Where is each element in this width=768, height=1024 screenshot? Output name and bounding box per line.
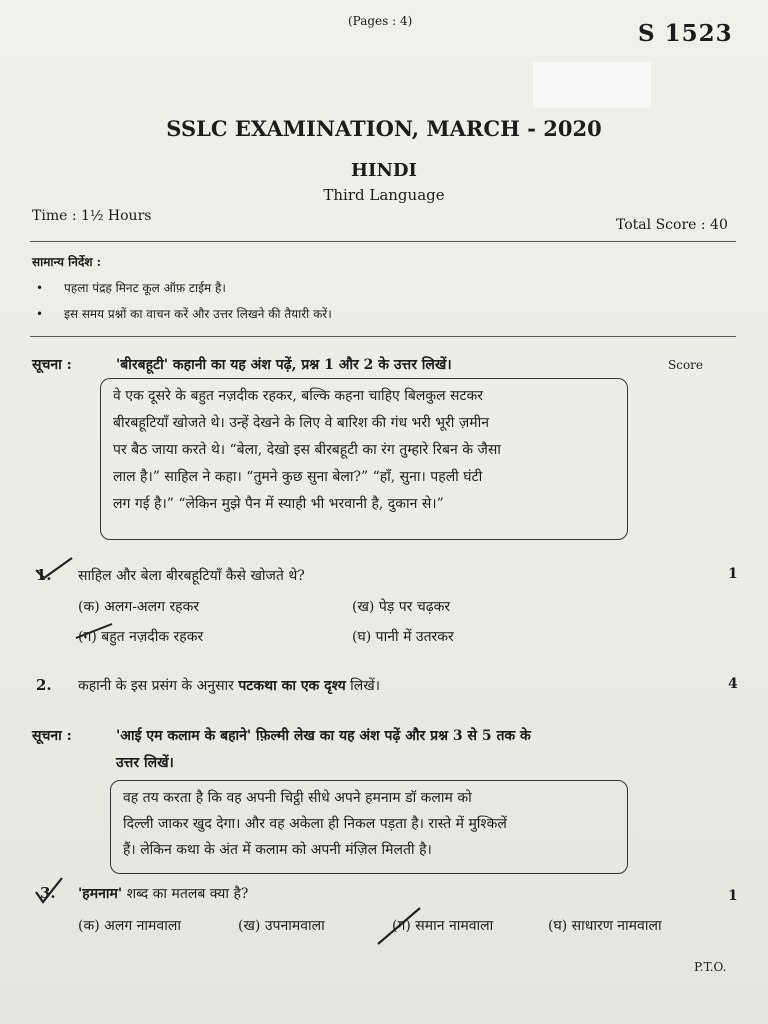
question-text: साहिल और बेला बीरबहूटियाँ कैसे खोजते थे? [78,568,305,584]
passage-line: वे एक दूसरे के बहुत नज़दीक रहकर, बल्कि कहना चाहिए बिलकुल सटकर [113,388,484,404]
option-gha: (घ) साधारण नामवाला [548,918,662,934]
score-column-label: Score [668,358,704,372]
redacted-patch [533,62,651,108]
language-label: Third Language [323,186,445,204]
question-mark: 1 [728,566,738,582]
passage-line: दिल्ली जाकर खुद देगा। और वह अकेला ही निकल पड़ता है। रास्ते में मुश्किलें [123,816,507,832]
option-ga: (ग) बहुत नज़दीक रहकर [78,629,204,645]
paper-code: S 1523 [638,20,733,47]
question-mark: 4 [728,676,738,692]
time-label: Time : 1½ Hours [32,208,152,224]
bullet-icon: • [36,281,44,295]
option-ka: (क) अलग नामवाला [78,918,181,934]
question-number: 2. [36,676,52,694]
question-text: 'हमनाम' शब्द का मतलब क्या है? [78,886,249,902]
question-mark: 1 [728,888,738,904]
passage-box-1 [100,378,628,540]
pto-label: P.T.O. [694,960,727,974]
exam-title: SSLC EXAMINATION, MARCH - 2020 [166,116,602,141]
question-number: 1. [36,566,52,584]
option-ka: (क) अलग-अलग रहकर [78,599,200,615]
passage-line: पर बैठ जाया करते थे। “बेला, देखो इस बीरबहूटी का रंग तुम्हारे रिबन के जैसा [113,442,501,458]
strike-mark-icon [74,620,114,642]
option-kha: (ख) पेड़ पर चढ़कर [352,599,451,615]
section1-label: सूचना : [32,357,72,373]
passage-box-2 [110,780,628,874]
section2-title-line2: उत्तर लिखें। [116,755,174,771]
general-instructions-heading: सामान्य निर्देश : [32,255,102,269]
instruction-item: • पहला पंद्रह मिनट कूल ऑफ़ टाईम है। [36,281,226,295]
section1-title: 'बीरबहूटी' कहानी का यह अंश पढ़ें, प्रश्न 1 और 2 के उत्तर लिखें। [116,357,452,373]
option-kha: (ख) उपनामवाला [238,918,325,934]
total-score-label: Total Score : 40 [616,217,728,233]
section2-label: सूचना : [32,728,72,744]
option-ga: (ग) समान नामवाला [392,918,494,934]
passage-line: लाल है।” साहिल ने कहा। “तुमने कुछ सुना बेला?” “हाँ, सुना। पहली घंटी [113,469,483,485]
instruction-item: • इस समय प्रश्नों का वाचन करें और उत्तर लिखने की तैयारी करें। [36,307,332,321]
page-count: (Pages : 4) [348,14,413,28]
passage-line: बीरबहूटियाँ खोजते थे। उन्हें देखने के लिए वे बारिश की गंध भरी भूरी ज़मीन [113,415,490,431]
question-text: कहानी के इस प्रसंग के अनुसार पटकथा का एक दृश्य लिखें। [78,678,381,694]
divider [30,336,736,337]
subject-title: HINDI [351,160,417,181]
question-number: 3. [40,884,56,902]
passage-line: लग गई है।” “लेकिन मुझे पैन में स्याही भी भरवानी है, दुकान से।” [113,496,444,512]
section2-title-line1: 'आई एम कलाम के बहाने' फ़िल्मी लेख का यह अंश पढ़ें और प्रश्न 3 से 5 तक के [116,728,531,744]
bullet-icon: • [36,307,44,321]
passage-line: हैं। लेकिन कथा के अंत में कलाम को अपनी मंज़िल मिलती है। [123,842,432,858]
divider [30,241,736,242]
option-gha: (घ) पानी में उतरकर [352,629,454,645]
passage-line: वह तय करता है कि वह अपनी चिट्ठी सीधे अपने हमनाम डॉ कलाम को [123,790,472,806]
